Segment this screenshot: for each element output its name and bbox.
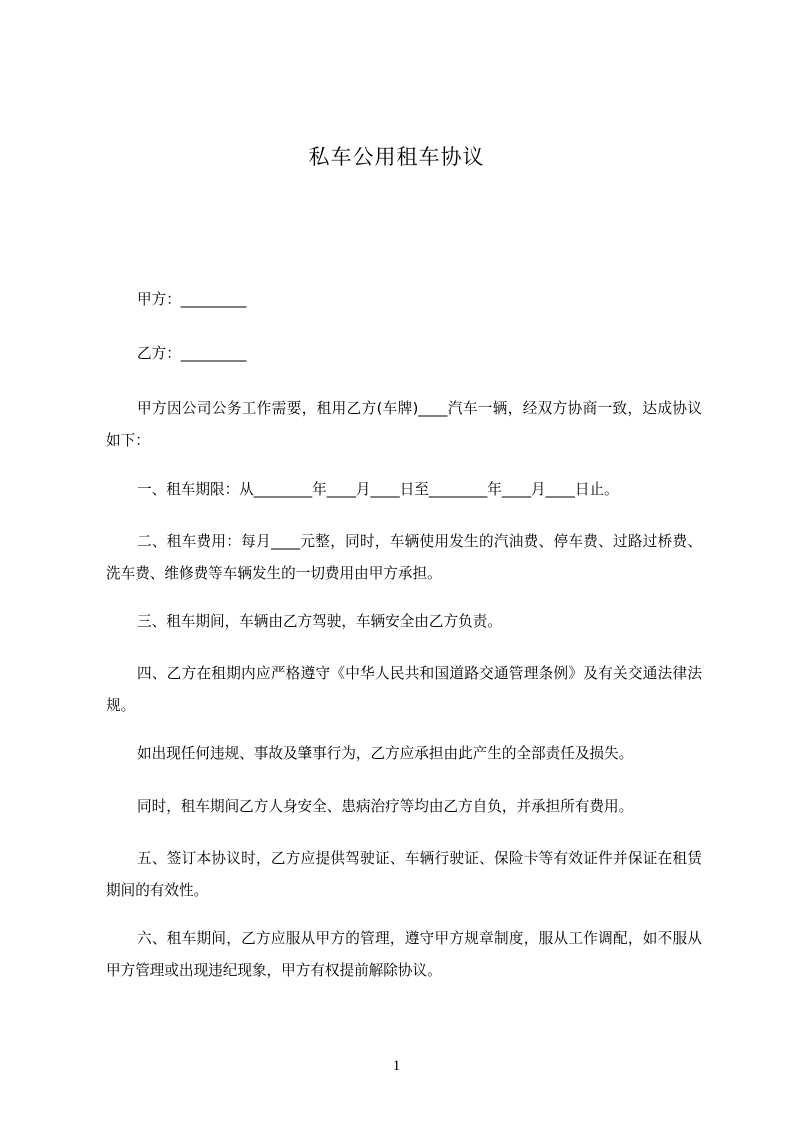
preamble-paragraph: 甲方因公司公务工作需要，租用乙方(车牌)____汽车一辆，经双方协商一致，达成协议如下：	[106, 400, 702, 449]
party-a-line: 甲方：_________	[137, 291, 247, 308]
clause-traffic-laws: 四、乙方在租期内应严格遵守《中华人民共和国道路交通管理条例》及有关交通法律法规。	[106, 665, 702, 714]
clause-documents: 五、签订本协议时，乙方应提供驾驶证、车辆行驶证、保险卡等有效证件并保证在租赁期间的有效性。	[106, 850, 702, 899]
page-number: 1	[392, 1058, 401, 1074]
clause-driving: 三、租车期间，车辆由乙方驾驶，车辆安全由乙方负责。	[137, 613, 502, 630]
clause-fee: 二、租车费用：每月____元整，同时，车辆使用发生的汽油费、停车费、过路过桥费、洗车费、维修费等车辆发生的一切费用由甲方承担。	[106, 533, 702, 582]
document-title: 私车公用租车协议	[308, 145, 485, 169]
party-b-line: 乙方：_________	[137, 345, 247, 362]
clause-management: 六、租车期间，乙方应服从甲方的管理，遵守甲方规章制度，服从工作调配，如不服从甲方管理或出现违纪现象，甲方有权提前解除协议。	[106, 930, 702, 979]
clause-personal-safety: 同时，租车期间乙方人身安全、患病治疗等均由乙方自负，并承担所有费用。	[137, 798, 634, 815]
clause-liability: 如出现任何违规、事故及肇事行为，乙方应承担由此产生的全部责任及损失。	[137, 745, 634, 762]
clause-term: 一、租车期限：从________年____月____日至________年____月____日止。	[137, 481, 619, 498]
